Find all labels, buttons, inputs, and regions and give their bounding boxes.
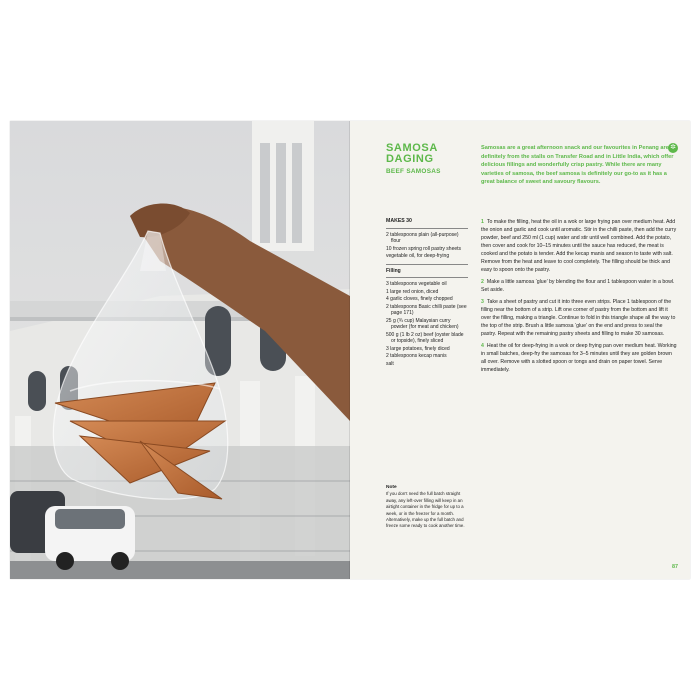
- recipe-title-line1: SAMOSA: [386, 142, 438, 154]
- step-text: To make the filling, heat the oil in a wok or large frying pan over medium heat. Add the onion and garlic and cook until aromatic. Stir in the chilli paste, then add the curry powder, beef and 250 ml (1 cup) water and stir until well combined. Add the potato, then cover and cook for 10–15 minutes until the sauce has reduced, the meat is cooked and the potato is tender. Add the kecap manis and season to taste with salt. Remove from the heat and leave to cool completely. The filling should be thick and easy to spoon onto the pastry.: [481, 219, 677, 273]
- page-number: 87: [672, 564, 678, 570]
- ingredient-item: vegetable oil, for deep-frying: [386, 253, 450, 259]
- method-step: [481, 218, 677, 274]
- recipe-subtitle: BEEF SAMOSAS: [386, 168, 441, 175]
- filling-heading: Filling: [386, 264, 468, 279]
- ingredient-item: 2 tablespoons plain (all-purpose) flour: [386, 231, 459, 244]
- step-number: 1: [481, 219, 484, 225]
- step-number: 4: [481, 343, 484, 349]
- recipe-title-line2: DAGING: [386, 153, 434, 165]
- makes-yield: MAKES 30: [386, 218, 468, 229]
- note-text: If you don’t need the full batch straight away, any left-over filling will keep in an airtight container in the fridge for up to a week, or in the freezer for a month. Alternatively, make up the full batch and freeze some ready to cook another time.: [386, 491, 465, 529]
- ingredient-item: 25 g (¾ cup) Malaysian curry powder (for meat and chicken): [386, 317, 459, 330]
- ingredient-item: 1 large red onion, diced: [386, 288, 439, 295]
- step-text: Heat the oil for deep-frying in a wok or deep frying pan over medium heat. Working in small batches, deep-fry the samosas for 3–5 minutes until they are golden brown all over. Remove with a slotted spoon or tongs and drain on paper towel. Serve immediately.: [481, 343, 677, 373]
- ingredient-item: 500 g (1 lb 2 oz) beef (oyster blade or topside), finely sliced: [386, 331, 464, 344]
- recipe-note: [386, 485, 468, 530]
- recipe-intro: Samosas are a great afternoon snack and our favourites in Penang are definitely from the stalls on Transfer Road and in Little India, which offer delicious fillings and wonderfully crisp pastry. While there are many varieties of samosa, the beef samosa is definitely our go-to as it has a great balance of sweet and savoury flavours.: [481, 145, 674, 186]
- method-step: [481, 342, 677, 374]
- step-number: 3: [481, 299, 484, 305]
- ingredient-item: 2 tablespoons kecap manis: [386, 353, 447, 359]
- method-step: [481, 278, 677, 294]
- ingredient-item: 4 garlic cloves, finely chopped: [386, 296, 453, 302]
- step-number: 2: [481, 279, 484, 285]
- ingredient-item: 2 tablespoons Basic chilli paste (see page 171): [386, 303, 467, 316]
- recipe-title: [386, 143, 438, 165]
- method-step: [481, 298, 677, 338]
- ingredient-item: 3 tablespoons vegetable oil: [386, 281, 447, 287]
- note-title: Note: [386, 485, 397, 490]
- ingredient-item: 3 large potatoes, finely diced: [386, 345, 450, 352]
- method-column: [481, 218, 677, 378]
- step-text: Make a little samosa ‘glue’ by blending the flour and 1 tablespoon water in a bowl. Set aside.: [481, 279, 675, 293]
- step-text: Take a sheet of pastry and cut it into three even strips. Place 1 tablespoon of the filling near the bottom of a strip. Lift one corner of pastry from the bottom and lift it over the filling, making a triangle. Continue to fold in this triangle shape all the way to the top of the strip. Brush a little samosa ‘glue’ on the end and press to seal the pastry. Repeat with the remaining pastry sheets and filling to make 30 samosas.: [481, 299, 676, 337]
- ingredient-item: 10 frozen spring roll pastry sheets: [386, 245, 462, 252]
- recipe-page: [350, 121, 690, 579]
- ingredient-item: salt: [386, 360, 394, 367]
- pastry-ingredient-list: [386, 232, 468, 260]
- photo-samosas-in-bag: [10, 121, 350, 579]
- ingredients-column: [386, 218, 468, 368]
- filling-ingredient-list: [386, 281, 468, 367]
- leaf-icon: ✲: [668, 143, 678, 153]
